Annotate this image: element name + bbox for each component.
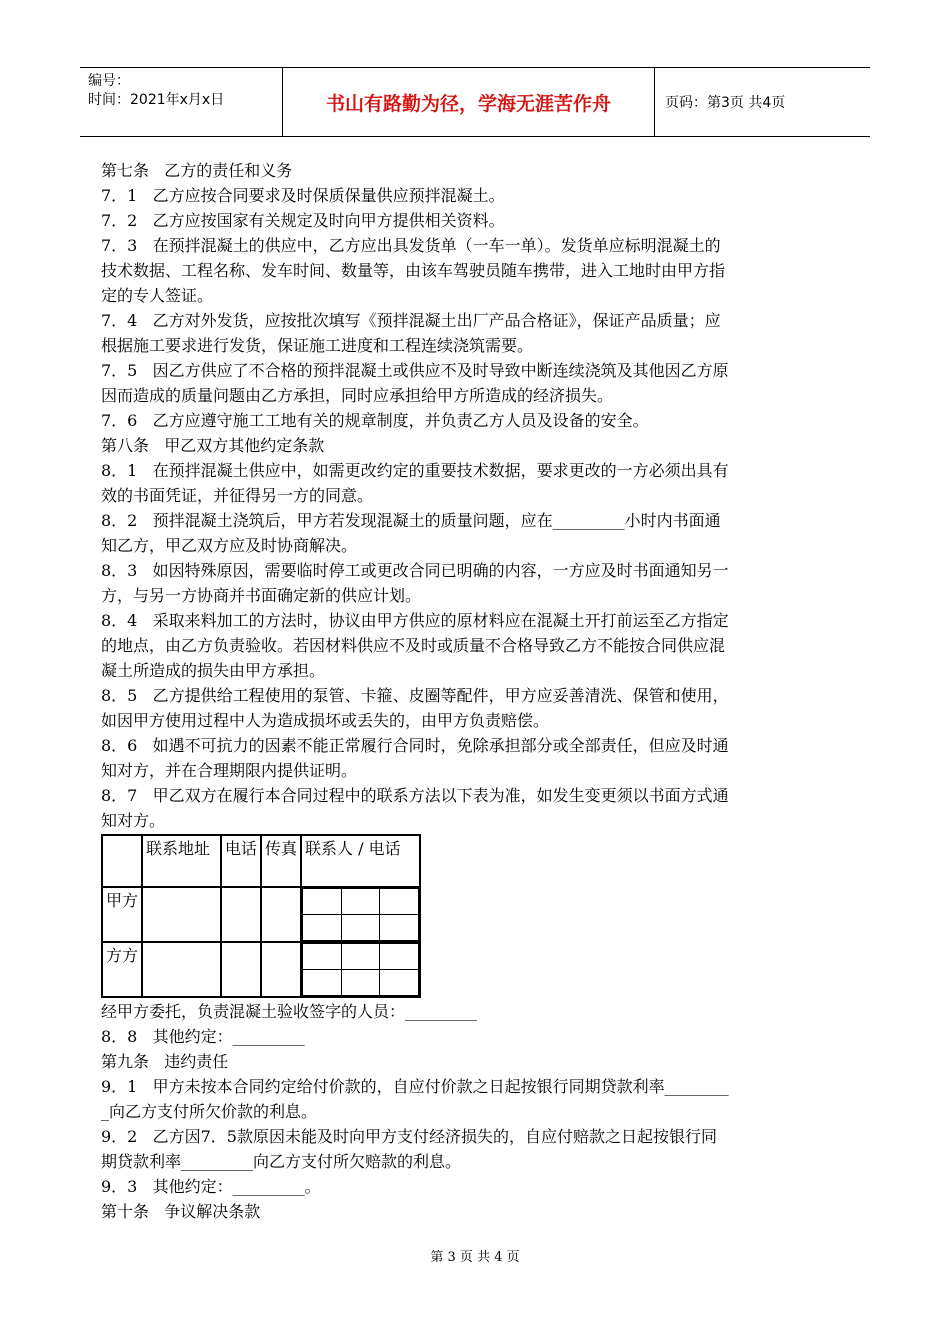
contact-subgrid bbox=[301, 942, 420, 997]
table-cell bbox=[221, 942, 261, 997]
text-line: 期贷款利率_________向乙方支付所欠赔款的利息。 bbox=[101, 1152, 462, 1171]
text-line: 7．3 在预拌混凝土的供应中，乙方应出具发货单（一车一单）。发货单应标明混凝土的 bbox=[101, 236, 721, 255]
text-line: 8．1 在预拌混凝土供应中，如需更改约定的重要技术数据，要求更改的一方必须出具有 bbox=[101, 461, 729, 480]
text-line: _向乙方支付所欠价款的利息。 bbox=[101, 1102, 318, 1121]
clauses-after-table bbox=[101, 999, 851, 1224]
text-line: 8．4 采取来料加工的方法时，协议由甲方供应的原材料应在混凝土开打前运至乙方指定 bbox=[101, 611, 729, 630]
clauses-before-table bbox=[101, 158, 851, 833]
table-header-row bbox=[102, 835, 420, 887]
header-motto: 书山有路勤为径，学海无涯苦作舟 bbox=[283, 68, 655, 136]
table-row bbox=[102, 887, 420, 942]
text-line: 第七条 乙方的责任和义务 bbox=[101, 161, 293, 180]
text-line: 效的书面凭证，并征得另一方的同意。 bbox=[101, 486, 374, 505]
text-line: 8．7 甲乙双方在履行本合同过程中的联系方法以下表为准，如发生变更须以书面方式通 bbox=[101, 786, 729, 805]
doc-date: 时间：2021年x月x日 bbox=[88, 92, 225, 108]
text-line: 知对方，并在合理期限内提供证明。 bbox=[101, 761, 358, 780]
text-line: 8．5 乙方提供给工程使用的泵管、卡箍、皮圈等配件，甲方应妥善清洗、保管和使用， bbox=[101, 686, 729, 705]
text-line: 第十条 争议解决条款 bbox=[101, 1202, 261, 1221]
table-cell bbox=[142, 942, 221, 997]
text-line: 8．8 其他约定：_________ bbox=[101, 1027, 305, 1046]
text-line: 7．2 乙方应按国家有关规定及时向甲方提供相关资料。 bbox=[101, 211, 505, 230]
table-header-cell: 联系人 / 电话 bbox=[301, 835, 420, 887]
header-page-info: 页码：第3页 共4页 bbox=[665, 95, 786, 111]
text-line: 7．5 因乙方供应了不合格的预拌混凝土或供应不及时导致中断连续浇筑及其他因乙方原 bbox=[101, 361, 729, 380]
table-cell bbox=[261, 942, 301, 997]
text-line: 定的专人签证。 bbox=[101, 286, 214, 305]
contact-table bbox=[101, 834, 421, 998]
text-line: 的地点，由乙方负责验收。若因材料供应不及时或质量不合格导致乙方不能按合同供应混 bbox=[101, 636, 726, 655]
page-footer: 第 3 页 共 4 页 bbox=[430, 1250, 520, 1265]
text-line: 因而造成的质量问题由乙方承担，同时应承担给甲方所造成的经济损失。 bbox=[101, 386, 614, 405]
text-line: 如因甲方使用过程中人为造成损坏或丢失的，由甲方负责赔偿。 bbox=[101, 711, 550, 730]
text-line: 7．1 乙方应按合同要求及时保质保量供应预拌混凝土。 bbox=[101, 186, 505, 205]
page-header bbox=[80, 67, 870, 137]
text-line: 方，与另一方协商并书面确定新的供应计划。 bbox=[101, 586, 422, 605]
table-cell bbox=[261, 887, 301, 942]
text-line: 技术数据、工程名称、发车时间、数量等，由该车驾驶员随车携带，进入工地时由甲方指 bbox=[101, 261, 726, 280]
table-header-cell: 传真 bbox=[261, 835, 301, 887]
table-cell bbox=[142, 887, 221, 942]
text-line: 8．2 预拌混凝土浇筑后，甲方若发现混凝土的质量问题，应在_________小时内书面通 bbox=[101, 511, 721, 530]
text-line: 9．3 其他约定：_________。 bbox=[101, 1177, 321, 1196]
contact-subgrid bbox=[301, 887, 420, 942]
table-row-label: 甲方 bbox=[102, 887, 142, 942]
text-line: 第九条 违约责任 bbox=[101, 1052, 229, 1071]
doc-code-label: 编号： bbox=[88, 73, 130, 89]
table-header-cell: 电话 bbox=[221, 835, 261, 887]
text-line: 第八条 甲乙双方其他约定条款 bbox=[101, 436, 325, 455]
table-row-label: 方方 bbox=[102, 942, 142, 997]
text-line: 知对方。 bbox=[101, 811, 166, 830]
header-meta bbox=[80, 68, 283, 136]
text-line: 根据施工要求进行发货，保证施工进度和工程连续浇筑需要。 bbox=[101, 336, 534, 355]
text-line: 8．6 如遇不可抗力的因素不能正常履行合同时，免除承担部分或全部责任，但应及时通 bbox=[101, 736, 729, 755]
table-header-cell bbox=[102, 835, 142, 887]
table-cell bbox=[221, 887, 261, 942]
text-line: 7．4 乙方对外发货，应按批次填写《预拌混凝土出厂产品合格证》，保证产品质量；应 bbox=[101, 311, 721, 330]
text-line: 凝土所造成的损失由甲方承担。 bbox=[101, 661, 326, 680]
text-line: 经甲方委托，负责混凝土验收签字的人员：_________ bbox=[101, 1002, 478, 1021]
text-line: 9．2 乙方因7．5款原因未能及时向甲方支付经济损失的，自应付赔款之日起按银行同 bbox=[101, 1127, 717, 1146]
table-row bbox=[102, 942, 420, 997]
text-line: 7．6 乙方应遵守施工工地有关的规章制度，并负责乙方人员及设备的安全。 bbox=[101, 411, 649, 430]
text-line: 8．3 如因特殊原因，需要临时停工或更改合同已明确的内容，一方应及时书面通知另一 bbox=[101, 561, 729, 580]
text-line: 9．1 甲方未按本合同约定给付价款的，自应付价款之日起按银行同期贷款利率________ bbox=[101, 1077, 729, 1096]
table-header-cell: 联系地址 bbox=[142, 835, 221, 887]
document-body bbox=[101, 158, 851, 1224]
text-line: 知乙方，甲乙双方应及时协商解决。 bbox=[101, 536, 358, 555]
